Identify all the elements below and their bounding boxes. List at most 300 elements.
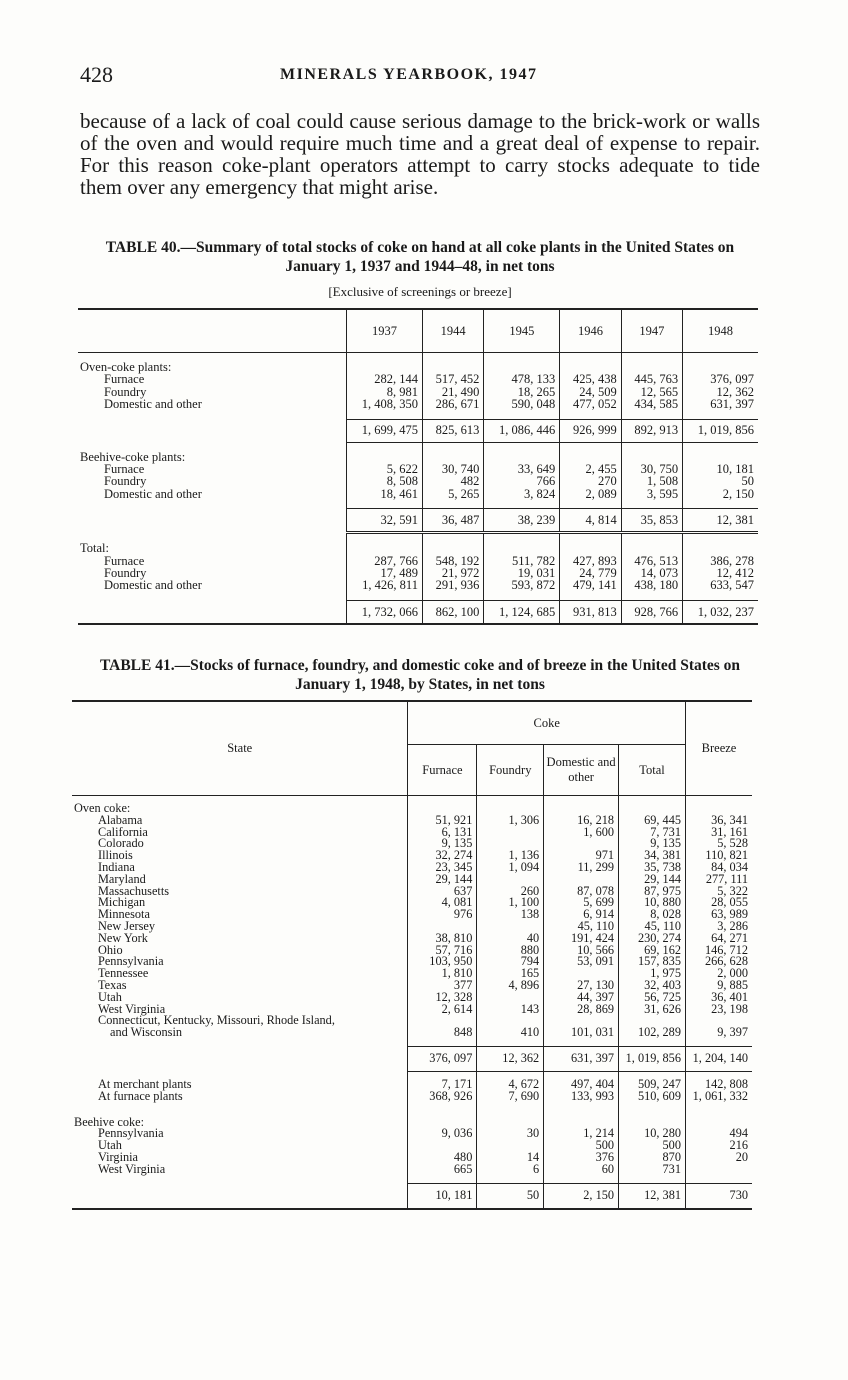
- table40-col-header: 1944: [422, 309, 483, 353]
- table40-subtotal-cell: 862, 100: [422, 600, 483, 624]
- table40-subtotal-row: [78, 600, 758, 624]
- table41-cell: 11, 299: [544, 862, 619, 874]
- spacer-cell: [544, 1110, 619, 1117]
- spacer-cell: [544, 1103, 619, 1110]
- table41-cell: 45, 110: [619, 921, 686, 933]
- table41-cell: 51, 921: [408, 815, 477, 827]
- table41-cell: 510, 609: [619, 1091, 686, 1103]
- table41-cell: 1, 100: [477, 897, 544, 909]
- table40-cell: 8, 508: [347, 475, 423, 487]
- table41-cell: [477, 827, 544, 839]
- table41-col-header: Domestic and other: [544, 745, 619, 796]
- spacer-cell: [422, 353, 483, 362]
- table41-cell: 110, 821: [685, 850, 752, 862]
- table41-row: [72, 1140, 752, 1152]
- table40-subtotal-cell: 926, 999: [560, 419, 621, 442]
- table40-row: [78, 373, 758, 385]
- table41-cell: 216: [685, 1140, 752, 1152]
- spacer-cell: [560, 533, 621, 543]
- table41-cell: 848: [408, 1027, 477, 1039]
- table41: [72, 700, 752, 1210]
- table40-subtotal-cell: 4, 814: [560, 509, 621, 533]
- table41-cell: 69, 162: [619, 945, 686, 957]
- table41-stub-header: State: [72, 701, 408, 796]
- spacer-cell: [484, 442, 560, 451]
- spacer-cell: [484, 353, 560, 362]
- table41-caption-text: —Stocks of furnace, foundry, and domestic coke and of breeze in the United States on January 1, 1948, by States, in net tons: [174, 657, 741, 693]
- table41-col-header: Foundry: [477, 745, 544, 796]
- table41-cell: 497, 404: [544, 1079, 619, 1091]
- table41-row-label: Utah: [98, 1138, 122, 1153]
- table41-cell: 509, 247: [619, 1079, 686, 1091]
- table41-cell: 1, 214: [544, 1128, 619, 1140]
- spacer-cell: [347, 533, 423, 543]
- table41-row-label: Utah: [98, 989, 122, 1004]
- spacer-cell: [78, 411, 347, 420]
- table41-cell: 16, 218: [544, 815, 619, 827]
- spacer-cell: [683, 500, 758, 509]
- spacer-cell: [78, 533, 347, 543]
- table41-cell: 794: [477, 956, 544, 968]
- table40-cell: 2, 089: [560, 488, 621, 500]
- table41-row: [72, 1152, 752, 1164]
- spacer-cell: [560, 592, 621, 601]
- table41-subtotal-cell: 1, 204, 140: [685, 1046, 752, 1071]
- spacer-cell: [560, 500, 621, 509]
- table41-cell: 665: [408, 1164, 477, 1176]
- spacer-row: [72, 1103, 752, 1110]
- spacer-cell: [422, 592, 483, 601]
- table41-row-label: Ohio: [98, 942, 123, 957]
- table40-cell: 287, 766: [347, 555, 423, 567]
- table41-cell: 10, 280: [619, 1128, 686, 1140]
- table41-cell: 277, 111: [685, 874, 752, 886]
- running-title: MINERALS YEARBOOK, 1947: [280, 66, 538, 83]
- table41-row-label: Massachusetts: [98, 883, 170, 898]
- table41-cell: 34, 381: [619, 850, 686, 862]
- table41-subtotal-cell: 631, 397: [544, 1046, 619, 1071]
- spacer-cell: [544, 796, 619, 804]
- table40-note: [Exclusive of screenings or breeze]: [328, 284, 512, 299]
- table41-cell: 44, 397: [544, 992, 619, 1004]
- table41-cell: 3, 286: [685, 921, 752, 933]
- table41-row-label: Tennessee: [98, 966, 149, 981]
- page-header: [80, 62, 760, 92]
- spacer-cell: [685, 1103, 752, 1110]
- table41-cell: 31, 161: [685, 827, 752, 839]
- spacer-cell: [347, 500, 423, 509]
- table40-row-label: Furnace: [104, 462, 145, 477]
- spacer-cell: [621, 442, 682, 451]
- table41-cell: 63, 989: [685, 909, 752, 921]
- table40-cell: 477, 052: [560, 398, 621, 410]
- table40-cell: 2, 455: [560, 463, 621, 475]
- table41-cell: 5, 322: [685, 886, 752, 898]
- spacer-cell: [619, 796, 686, 804]
- table41-cell: 376: [544, 1152, 619, 1164]
- spacer-cell: [408, 1110, 477, 1117]
- table40-cell: 376, 097: [683, 373, 758, 385]
- spacer-cell: [484, 500, 560, 509]
- spacer-cell: [621, 411, 682, 420]
- table40-section-title: Oven-coke plants:: [80, 360, 172, 374]
- table41-cell: 9, 036: [408, 1128, 477, 1140]
- table41-cell: 870: [619, 1152, 686, 1164]
- table41-row-label: West Virginia: [98, 1161, 166, 1176]
- table40-section-row: [78, 542, 758, 554]
- table41-cell: 880: [477, 945, 544, 957]
- table41-cell: 1, 136: [477, 850, 544, 862]
- spacer-cell: [422, 411, 483, 420]
- table41-cell: 138: [477, 909, 544, 921]
- table40-cell: 270: [560, 475, 621, 487]
- table41-subtotal-cell: 50: [477, 1183, 544, 1209]
- table41-cell: 53, 091: [544, 956, 619, 968]
- table40-subtotal-cell: 928, 766: [621, 600, 682, 624]
- table40-cell: 17, 489: [347, 567, 423, 579]
- table41-row-label: At merchant plants: [98, 1076, 192, 1091]
- table40-label: TABLE 40.: [105, 239, 181, 256]
- table40-cell: 291, 936: [422, 579, 483, 591]
- spacer-cell: [685, 796, 752, 804]
- table41-subtotal-cell: 730: [685, 1183, 752, 1209]
- table41-subtotal-row: [72, 1046, 752, 1071]
- table40-row-label: Foundry: [104, 474, 147, 489]
- table41-caption: [80, 656, 760, 694]
- table41-row-label: Minnesota: [98, 907, 150, 922]
- table40-cell: [560, 542, 621, 554]
- table40-cell: 24, 509: [560, 386, 621, 398]
- table41-grid: [72, 700, 752, 1210]
- table41-row-label: Maryland: [98, 871, 146, 886]
- table40-cell: 631, 397: [683, 398, 758, 410]
- table40-cell: 633, 547: [683, 579, 758, 591]
- spacer-cell: [347, 442, 423, 451]
- table40-row-label: Domestic and other: [104, 397, 202, 412]
- table41-cell: 1, 600: [544, 827, 619, 839]
- table40-subtotal-cell: 36, 487: [422, 509, 483, 533]
- table40-subtotal-cell: 1, 032, 237: [683, 600, 758, 624]
- table40-row-label: Furnace: [104, 372, 145, 387]
- table40-cell: 1, 426, 811: [347, 579, 423, 591]
- table41-cell: 1, 306: [477, 815, 544, 827]
- table41-cell: 260: [477, 886, 544, 898]
- table41-cell: 1, 975: [619, 968, 686, 980]
- table41-cell: 64, 271: [685, 933, 752, 945]
- spacer-cell: [408, 1039, 477, 1047]
- table41-cell: 30: [477, 1128, 544, 1140]
- spacer-cell: [477, 1103, 544, 1110]
- table41-row-label: New Jersey: [98, 918, 156, 933]
- table40-cell: [683, 542, 758, 554]
- table41-cell: 8, 028: [619, 909, 686, 921]
- table40-subtotal-cell: 35, 853: [621, 509, 682, 533]
- spacer-row: [78, 533, 758, 543]
- table41-section-title: Beehive coke:: [74, 1114, 144, 1129]
- table41-cell: 31, 626: [619, 1004, 686, 1016]
- table40-cell: [422, 542, 483, 554]
- table41-cell: 60: [544, 1164, 619, 1176]
- table40-cell: 438, 180: [621, 579, 682, 591]
- spacer-cell: [619, 1110, 686, 1117]
- table41-cell: 87, 078: [544, 886, 619, 898]
- table41-cell: 6, 131: [408, 827, 477, 839]
- spacer-cell: [484, 533, 560, 543]
- table41-cell: 23, 345: [408, 862, 477, 874]
- table40-cell: 434, 585: [621, 398, 682, 410]
- table41-subtotal-cell: 2, 150: [544, 1183, 619, 1209]
- spacer-cell: [544, 1039, 619, 1047]
- table40-subtotal-cell: 1, 086, 446: [484, 419, 560, 442]
- table41-row: [72, 1027, 752, 1039]
- table40-row-label: Furnace: [104, 553, 145, 568]
- table41-cell: 368, 926: [408, 1091, 477, 1103]
- table41-row-label: Pennsylvania: [98, 954, 164, 969]
- table40-cell: 511, 782: [484, 555, 560, 567]
- table40-subtotal-cell: 38, 239: [484, 509, 560, 533]
- table41-cell: 29, 144: [619, 874, 686, 886]
- table41-col-header: Furnace: [408, 745, 477, 796]
- spacer-cell: [484, 592, 560, 601]
- spacer-cell: [683, 411, 758, 420]
- table41-cell: 971: [544, 850, 619, 862]
- table41-cell: 146, 712: [685, 945, 752, 957]
- table40-subtotal-label: [78, 509, 347, 533]
- table40-col-header: 1937: [347, 309, 423, 353]
- table41-row-label: Virginia: [98, 1149, 139, 1164]
- table40-cell: 18, 461: [347, 488, 423, 500]
- table40-cell: 476, 513: [621, 555, 682, 567]
- table40-cell: 30, 750: [621, 463, 682, 475]
- table40-cell: [484, 542, 560, 554]
- table40-col-header: 1947: [621, 309, 682, 353]
- table40-caption: [80, 238, 760, 276]
- spacer-cell: [560, 442, 621, 451]
- table40-row-label: Domestic and other: [104, 486, 202, 501]
- spacer-cell: [347, 592, 423, 601]
- table40-cell: 30, 740: [422, 463, 483, 475]
- table40-cell: 479, 141: [560, 579, 621, 591]
- table41-cell: 6, 914: [544, 909, 619, 921]
- table41-cell: [685, 1164, 752, 1176]
- table40-cell: 12, 362: [683, 386, 758, 398]
- table41-row-label: Pennsylvania: [98, 1126, 164, 1141]
- table41-cell: 12, 328: [408, 992, 477, 1004]
- table41-cell: 266, 628: [685, 956, 752, 968]
- table40-cell: 427, 893: [560, 555, 621, 567]
- table41-subtotal-label: [72, 1183, 408, 1209]
- table41-cell: 32, 274: [408, 850, 477, 862]
- table40-cell: 2, 150: [683, 488, 758, 500]
- spacer-row: [72, 1039, 752, 1047]
- spacer-row: [72, 796, 752, 804]
- table40-caption-text: —Summary of total stocks of coke on hand at all coke plants in the United States on January 1, 1937 and 1944–48, in net tons: [180, 239, 735, 275]
- table41-cell: 9, 885: [685, 980, 752, 992]
- spacer-cell: [560, 411, 621, 420]
- table41-cell: 5, 699: [544, 897, 619, 909]
- table41-cell: 976: [408, 909, 477, 921]
- table41-cell: 230, 274: [619, 933, 686, 945]
- table40-cell: 286, 671: [422, 398, 483, 410]
- table41-subtotal-cell: 376, 097: [408, 1046, 477, 1071]
- spacer-cell: [422, 500, 483, 509]
- table41-breeze-header: Breeze: [685, 701, 752, 796]
- spacer-cell: [78, 592, 347, 601]
- table41-cell: 56, 725: [619, 992, 686, 1004]
- table41-cell: 2, 000: [685, 968, 752, 980]
- table41-row-label: Michigan: [98, 895, 146, 910]
- spacer-row: [78, 353, 758, 362]
- table40-row: [78, 579, 758, 591]
- spacer-cell: [683, 442, 758, 451]
- table41-cell: 731: [619, 1164, 686, 1176]
- table41-cell: 28, 869: [544, 1004, 619, 1016]
- table40-col-header: 1945: [484, 309, 560, 353]
- table40-cell: 593, 872: [484, 579, 560, 591]
- table40-section-title: Beehive-coke plants:: [80, 449, 186, 464]
- table40-row: [78, 398, 758, 410]
- table41-cell: 1, 061, 332: [685, 1091, 752, 1103]
- spacer-cell: [477, 1110, 544, 1117]
- table41-cell: 494: [685, 1128, 752, 1140]
- spacer-cell: [685, 1110, 752, 1117]
- table40-cell: 3, 824: [484, 488, 560, 500]
- table41-row-label: Texas: [98, 977, 127, 992]
- table41-subtotal-row: [72, 1183, 752, 1209]
- spacer-row: [78, 592, 758, 601]
- table40-cell: 8, 981: [347, 386, 423, 398]
- spacer-cell: [408, 1176, 477, 1184]
- table40-row: [78, 488, 758, 500]
- table40-row-label: Foundry: [104, 384, 147, 399]
- table41-coke-header: Coke: [408, 701, 686, 745]
- table41-cell: 9, 397: [685, 1027, 752, 1039]
- table40-subtotal-label: [78, 600, 347, 624]
- table40-subtotal-cell: 1, 124, 685: [484, 600, 560, 624]
- table41-cell: 133, 993: [544, 1091, 619, 1103]
- table40-subtotal-cell: 892, 913: [621, 419, 682, 442]
- spacer-cell: [72, 1039, 408, 1047]
- table41-cell: 101, 031: [544, 1027, 619, 1039]
- table41-cell: 35, 738: [619, 862, 686, 874]
- table40-subtotal-row: [78, 509, 758, 533]
- spacer-row: [78, 500, 758, 509]
- spacer-cell: [484, 411, 560, 420]
- table40-cell: 5, 265: [422, 488, 483, 500]
- spacer-cell: [72, 1103, 408, 1110]
- intro-paragraph: [80, 110, 760, 198]
- table41-row: [72, 1091, 752, 1103]
- table41-row-label: and Wisconsin: [110, 1025, 183, 1040]
- table40-cell: 12, 565: [621, 386, 682, 398]
- table41-cell: 377: [408, 980, 477, 992]
- spacer-cell: [408, 1103, 477, 1110]
- table41-subtotal-cell: 12, 362: [477, 1046, 544, 1071]
- table40-cell: 548, 192: [422, 555, 483, 567]
- table41-cell: 2, 614: [408, 1004, 477, 1016]
- intro-text: because of a lack of coal could cause serious damage to the brick-work or walls of the oven and would require much time and a great deal of expense to repair. For this reason coke-plant operators attempt to carry stocks adequate to tide them over any emergency that might arise.: [80, 109, 760, 199]
- table41-cell: 10, 880: [619, 897, 686, 909]
- table41-cell: 500: [544, 1140, 619, 1152]
- table40-subtotal-cell: 32, 591: [347, 509, 423, 533]
- table40-cell: 10, 181: [683, 463, 758, 475]
- table41-cell: 480: [408, 1152, 477, 1164]
- table41-cell: 27, 130: [544, 980, 619, 992]
- table41-cell: 28, 055: [685, 897, 752, 909]
- spacer-cell: [621, 592, 682, 601]
- table40-cell: 517, 452: [422, 373, 483, 385]
- spacer-cell: [621, 353, 682, 362]
- table41-row-label: Illinois: [98, 848, 133, 863]
- table40-cell: 1, 508: [621, 475, 682, 487]
- spacer-cell: [477, 1039, 544, 1047]
- table41-row-label: Connecticut, Kentucky, Missouri, Rhode Island,: [98, 1013, 335, 1028]
- spacer-cell: [422, 533, 483, 543]
- table41-cell: 23, 198: [685, 1004, 752, 1016]
- table41-cell: 9, 135: [408, 838, 477, 850]
- table41-cell: 500: [619, 1140, 686, 1152]
- table41-cell: 10, 566: [544, 945, 619, 957]
- spacer-row: [72, 1176, 752, 1184]
- table41-row-label: Colorado: [98, 836, 144, 851]
- table41-cell: 143: [477, 1004, 544, 1016]
- table40-cell: 386, 278: [683, 555, 758, 567]
- table41-row-label: California: [98, 824, 148, 839]
- table41-cell: 84, 034: [685, 862, 752, 874]
- table41-section-title: Oven coke:: [74, 801, 131, 815]
- table40-cell: 21, 972: [422, 567, 483, 579]
- table41-cell: 1, 810: [408, 968, 477, 980]
- spacer-cell: [685, 1176, 752, 1184]
- table41-cell: 410: [477, 1027, 544, 1039]
- table41-cell: 40: [477, 933, 544, 945]
- table41-label: TABLE 41.: [99, 657, 175, 674]
- table41-cell: 45, 110: [544, 921, 619, 933]
- table41-cell: 7, 171: [408, 1079, 477, 1091]
- table40-subtotal-cell: 825, 613: [422, 419, 483, 442]
- table40-cell: 482: [422, 475, 483, 487]
- table40-cell: 766: [484, 475, 560, 487]
- table41-cell: 14: [477, 1152, 544, 1164]
- table41-cell: 38, 810: [408, 933, 477, 945]
- spacer-cell: [347, 411, 423, 420]
- table40-cell: 425, 438: [560, 373, 621, 385]
- table40-cell: 282, 144: [347, 373, 423, 385]
- table40-row-label: Domestic and other: [104, 578, 202, 593]
- spacer-cell: [560, 353, 621, 362]
- spacer-cell: [683, 592, 758, 601]
- table40-stub-header: [78, 309, 347, 353]
- table40-row: [78, 475, 758, 487]
- table41-row: [72, 1128, 752, 1140]
- table40-subtotal-row: [78, 419, 758, 442]
- table41-cell: 637: [408, 886, 477, 898]
- table41-cell: 191, 424: [544, 933, 619, 945]
- spacer-cell: [621, 500, 682, 509]
- table40-cell: 1, 408, 350: [347, 398, 423, 410]
- table41-cell: 20: [685, 1152, 752, 1164]
- table41-col-header: Total: [619, 745, 686, 796]
- table41-row-label: West Virginia: [98, 1001, 166, 1016]
- table40-cell: 478, 133: [484, 373, 560, 385]
- spacer-cell: [683, 533, 758, 543]
- table40-subtotal-cell: 931, 813: [560, 600, 621, 624]
- spacer-cell: [544, 1176, 619, 1184]
- table40-cell: 14, 073: [621, 567, 682, 579]
- table40-subtotal-cell: 1, 732, 066: [347, 600, 423, 624]
- table40-cell: 445, 763: [621, 373, 682, 385]
- table41-subtotal-cell: 10, 181: [408, 1183, 477, 1209]
